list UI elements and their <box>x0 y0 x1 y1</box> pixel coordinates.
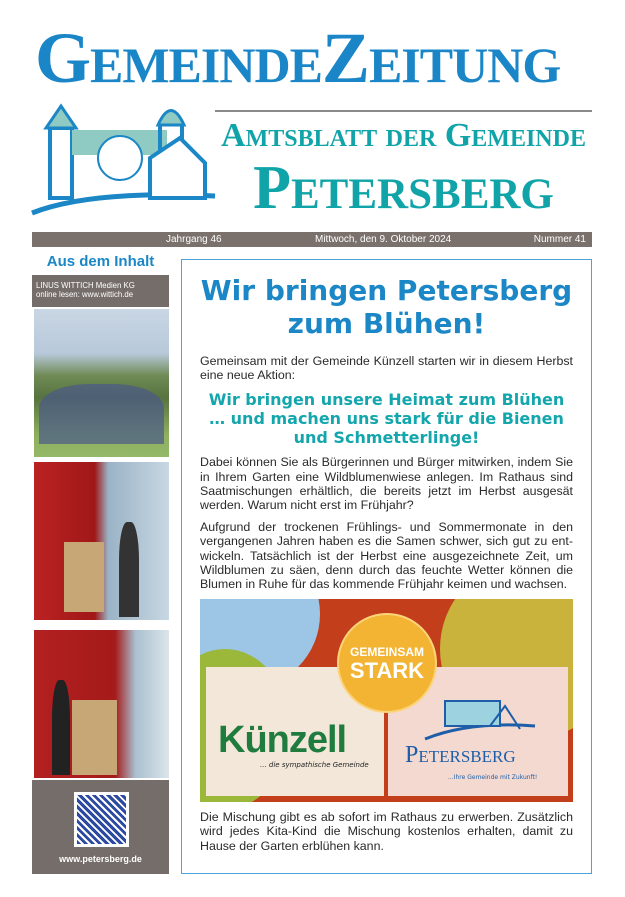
lead-article <box>181 259 592 874</box>
masthead-title: GemeindeZeitung <box>35 18 561 98</box>
article-paragraph-3: Die Mischung gibt es ab sofort im Rathaus zu erwerben. Zusätzlich wird jedes Kita-Kind die Mischung kostenlos erhalten, damit zu Hause der Garten erblühen kann. <box>200 810 573 853</box>
article-headline <box>200 274 573 340</box>
petersberg-logo: Petersberg <box>405 742 516 769</box>
headline-line-1: Wir bringen Petersberg <box>200 274 573 307</box>
sidebar <box>32 248 169 874</box>
photo-children-group <box>34 309 169 457</box>
article-paragraph-1: Dabei können Sie als Bürgerinnen und Bürger mitwirken, indem Sie in Ihrem Garten eine Wildblumenwiese anlegen. Im Rathaus sind Saatmischungen erhältlich, die bereits jetzt im Herbst ausgesät werden. Warum nicht erst im Frühjahr? <box>200 455 573 513</box>
article-paragraph-2: Aufgrund der trockenen Frühlings- und Sommermonate in den vergangenen Jahren haben es die Samen schwer, sich gut zu entwickeln. Tatsächlich ist der Herbst eine ausgezeichnete Zeit, um Wildblumen zu säen, denn durch das feuchte Wetter können die Blumen in Ruhe für das kommende Frühjahr keimen und wachsen. <box>200 520 573 592</box>
issue-info-bar <box>32 232 592 247</box>
website-box <box>32 780 169 874</box>
sidebar-heading: Aus dem Inhalt <box>46 253 155 270</box>
petersberg-castle-icon <box>420 691 540 741</box>
kunzell-tagline: ... die sympathische Gemeinde <box>260 761 369 770</box>
gemeinsam-stark-graphic <box>200 599 573 802</box>
article-subheadline: Wir bringen unsere Heimat zum Blühen … und machen uns stark für die Bienen und Schmetterlinge! <box>208 390 565 448</box>
publisher-name: LINUS WITTICH Medien KG <box>36 281 135 290</box>
issue-date: Mittwoch, den 9. Oktober 2024 <box>315 234 452 245</box>
masthead-town: Petersberg <box>253 154 554 222</box>
issue-number: Nummer 41 <box>533 234 586 245</box>
qr-code-icon[interactable] <box>74 792 129 847</box>
masthead-subtitle: Amtsblatt der Gemeinde <box>221 117 586 154</box>
castle-logo <box>30 98 218 220</box>
volume: Jahrgang 46 <box>166 234 222 245</box>
website-link[interactable]: www.petersberg.de <box>59 854 142 864</box>
headline-line-2: zum Blühen! <box>287 307 486 340</box>
badge-line-1: GEMEINSAM <box>349 645 424 660</box>
badge-line-2: STARK <box>349 658 425 684</box>
kunzell-logo: Künzell <box>218 719 347 762</box>
petersberg-tagline: ...Ihre Gemeinde mit Zukunft! <box>448 774 538 782</box>
publisher-online[interactable]: online lesen: www.wittich.de <box>36 290 134 299</box>
header-rule <box>215 110 592 112</box>
photo-fire-truck-handover <box>34 462 169 620</box>
photo-fire-truck-lectern <box>34 630 169 778</box>
publisher-info <box>32 275 169 307</box>
article-intro: Gemeinsam mit der Gemeinde Künzell starten wir in diesem Herbst eine neue Aktion: <box>200 354 573 383</box>
